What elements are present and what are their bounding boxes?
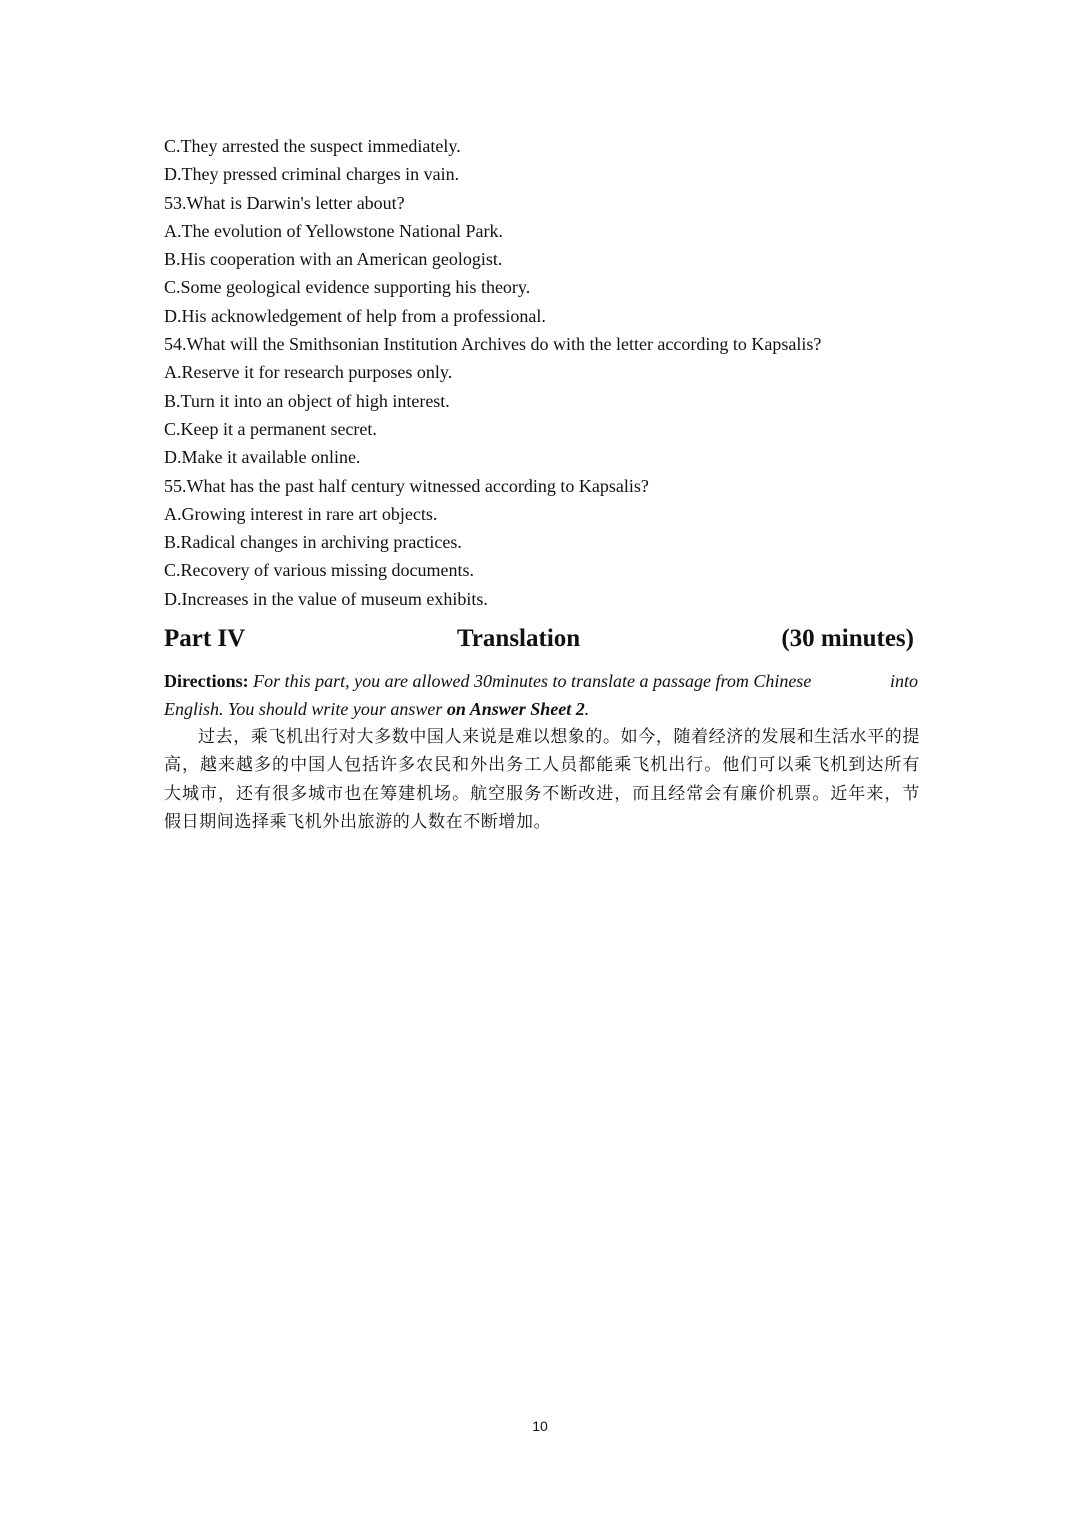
option-54-a: A.Reserve it for research purposes only.: [164, 362, 453, 383]
directions-line-1: [164, 667, 920, 695]
option-53-b: B.His cooperation with an American geologist.: [164, 249, 503, 270]
directions-into: into: [889, 671, 918, 692]
option-53-c: C.Some geological evidence supporting his theory.: [164, 277, 531, 298]
part-number: Part IV: [164, 625, 246, 653]
page-number: 10: [532, 1418, 548, 1434]
part-heading: [164, 619, 920, 663]
question-54: 54.What will the Smithsonian Institution Archives do with the letter according to Kapsalis?: [164, 334, 822, 355]
option-53-a: A.The evolution of Yellowstone National Park.: [164, 220, 503, 241]
question-53: 53.What is Darwin's letter about?: [164, 192, 405, 213]
option-55-b: B.Radical changes in archiving practices.: [164, 532, 462, 553]
option-55-d: D.Increases in the value of museum exhibits.: [164, 588, 488, 609]
answer-sheet-reference: on Answer Sheet 2: [446, 699, 585, 720]
directions: [164, 667, 920, 723]
chinese-passage: 过去，乘飞机出行对大多数中国人来说是难以想象的。如今，随着经济的发展和生活水平的提高，越来越多的中国人包括许多农民和外出务工人员都能乘飞机出行。他们可以乘飞机到达所有大城市，还有很多城市也在筹建机场。航空服务不断改进，而且经常会有廉价机票。近年来，节假日期间选择乘飞机外出旅游的人数在不断增加。: [164, 727, 920, 833]
option-54-b: B.Turn it into an object of high interest.: [164, 390, 450, 411]
directions-label: Directions:: [164, 671, 249, 692]
page-content: [164, 132, 920, 837]
part-time: (30 minutes): [781, 625, 914, 653]
option-52-d: D.They pressed criminal charges in vain.: [164, 164, 460, 185]
part-title: Translation: [457, 625, 581, 653]
directions-text-2: English. You should write your answer: [164, 699, 443, 720]
option-55-a: A.Growing interest in rare art objects.: [164, 503, 438, 524]
question-55: 55.What has the past half century witnessed according to Kapsalis?: [164, 475, 649, 496]
option-52-c: C.They arrested the suspect immediately.: [164, 136, 461, 156]
option-55-c: C.Recovery of various missing documents.: [164, 560, 474, 581]
directions-line-2: [164, 695, 920, 723]
option-54-d: D.Make it available online.: [164, 447, 361, 468]
option-54-c: C.Keep it a permanent secret.: [164, 418, 377, 439]
directions-text-1: For this part, you are allowed 30minutes to translate a passage from Chinese: [253, 671, 812, 692]
option-53-d: D.His acknowledgement of help from a professional.: [164, 305, 546, 326]
directions-end: .: [584, 699, 590, 720]
